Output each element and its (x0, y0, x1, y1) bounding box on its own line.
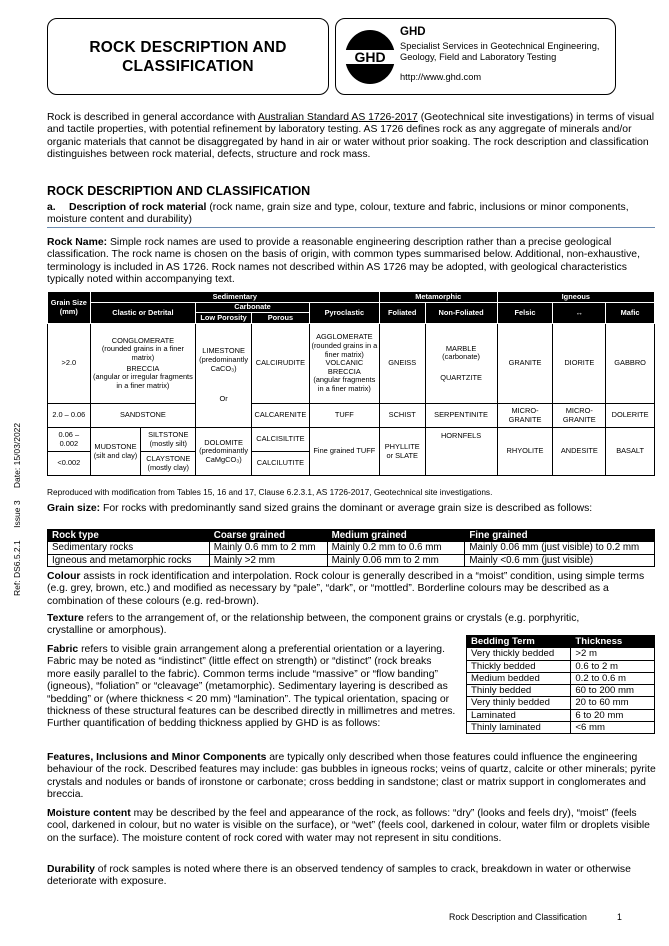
standard-link[interactable]: Australian Standard AS 1726-2017 (257, 112, 418, 123)
table-cell: MICRO-GRANITE (553, 404, 606, 428)
company-info (400, 27, 612, 83)
porous-header: Porous (252, 313, 310, 324)
table-row: Thickly bedded 0.6 to 2 m (467, 660, 655, 672)
table-cell: MICRO-GRANITE (497, 404, 553, 428)
table-cell: MARBLE (carbonate) QUARTZITE (425, 324, 497, 404)
page-title: ROCK DESCRIPTION AND CLASSIFICATION (89, 38, 287, 75)
table-cell: BASALT (606, 428, 655, 476)
table-cell: CALCILUTITE (252, 452, 310, 476)
table-cell: PHYLLITE or SLATE (379, 428, 425, 476)
column-header: Bedding Term (467, 636, 571, 648)
company-tagline: Specialist Services in Geotechnical Engineering, Geology, Field and Laboratory Testing (400, 40, 600, 62)
table-cell: SANDSTONE (90, 404, 196, 428)
texture-paragraph: Texture refers to the arrangement of, or the relationship between, the component grains or crystals (e.g. porphyritic, crystalline or amorphous). (47, 613, 580, 637)
table-cell: Fine grained TUFF (309, 428, 379, 476)
ghd-logo-icon (344, 28, 396, 86)
table-row: Thinly laminated <6 mm (467, 722, 655, 734)
features-paragraph: Features, Inclusions and Minor Components are typically only described when those features could influence the engineering behaviour of the rock. Described features may include: gas bubbles in igneous rocks; veins of quartz, calcite or other minerals; pyrite crystals and nodules or bands of ironstone or carbonate; cross bedding in sandstone; clast or matrix support in conglomerates and breccia. (47, 752, 656, 801)
table-row: Sedimentary rocks Mainly 0.6 mm to 2 mm Mainly 0.2 mm to 0.6 mm Mainly 0.06 mm (just visible) to 0.2 mm (48, 542, 655, 554)
ref-number: Ref: DS6.5.2.1 (12, 540, 22, 596)
carbonate-header: Carbonate (196, 303, 310, 313)
table-cell: DOLOMITE (predominantly CaMgCO₃) (196, 428, 252, 476)
felsic-header: Felsic (497, 303, 553, 324)
page-number: 1 (617, 912, 622, 922)
pyroclastic-header: Pyroclastic (309, 303, 379, 324)
table-row: Thinly bedded 60 to 200 mm (467, 685, 655, 697)
table-cell: CALCISILTITE (252, 428, 310, 452)
rock-classification-table (47, 291, 655, 476)
moisture-paragraph: Moisture content may be described by the feel and appearance of the rock, as follows: “dry” (looks and feels dry), “moist” (feels cool, darkened in colour, but no water is visible on the surface), or “wet” (feels cool, darkened in colour, water film or droplets visible on the surface). The moisture content of rock cored with water may not represent in situ conditions. (47, 808, 650, 844)
foliated-header: Foliated (379, 303, 425, 324)
table-cell: RHYOLITE (497, 428, 553, 476)
document-reference (12, 413, 22, 596)
table-cell: SCHIST (379, 404, 425, 428)
title-box (47, 18, 329, 95)
subsection-heading: a. Description of rock material (rock name, grain size and type, colour, texture and fabric, inclusions or minor components, moisture content and durability) (47, 202, 629, 226)
column-header: Fine grained (465, 530, 655, 542)
table-cell: GNEISS (379, 324, 425, 404)
table-cell: DOLERITE (606, 404, 655, 428)
metamorphic-header: Metamorphic (379, 292, 497, 303)
company-url[interactable]: http://www.ghd.com (400, 71, 482, 82)
sedimentary-header: Sedimentary (90, 292, 379, 303)
table-note: Reproduced with modification from Tables 15, 16 and 17, Clause 6.2.3.1, AS 1726-2017, Geotechnical site investigations. (47, 487, 493, 497)
table-cell: CALCARENITE (252, 404, 310, 428)
non-foliated-header: Non-Foliated (425, 303, 497, 324)
table-cell: AGGLOMERATE (rounded grains in a finer matrix) VOLCANIC BRECCIA (angular fragments in a finer matrix) (309, 324, 379, 404)
table-cell: CALCIRUDITE (252, 324, 310, 404)
divider (47, 227, 655, 228)
table-cell: DIORITE (553, 324, 606, 404)
grain-cell: >2.0 (48, 324, 91, 404)
column-header: Rock type (48, 530, 210, 542)
company-name: GHD (400, 26, 426, 38)
grain-cell: 2.0 – 0.06 (48, 404, 91, 428)
bedding-table (466, 635, 655, 734)
clastic-header: Clastic or Detrital (90, 303, 196, 324)
grain-cell: 0.06 – 0.002 (48, 428, 91, 452)
table-row: Medium bedded 0.2 to 0.6 m (467, 672, 655, 684)
column-header: Medium grained (327, 530, 465, 542)
company-box (335, 18, 616, 95)
table-row: Very thickly bedded >2 m (467, 648, 655, 660)
intro-paragraph: Rock is described in general accordance with Australian Standard AS 1726-2017 (Geotechnical site investigations) in terms of visual and tactile properties, with potential refinement by laboratory testing. AS 1726 defines rock as any aggregate of minerals and/or organic materials that cannot be disaggregated by hand in air or water without prior soaking. The rock description and classification distinguishes between rock material, defects, structure and rock mass. (47, 112, 655, 161)
table-cell: CONGLOMERATE (rounded grains in a finer matrix) BRECCIA (angular or irregular fragments in a finer matrix) (90, 324, 196, 404)
issue-number: Issue 3 (12, 500, 22, 528)
low-porosity-header: Low Porosity (196, 313, 252, 324)
colour-paragraph: Colour assists in rock identification and interpolation. Rock colour is generally described in a “moist” condition, using simple terms (e.g. grey, brown, etc.) and modified as necessary by “pale”, “dark”, or “mottled”. Borderline colours may be described as a combination of these colours (e.g. red-brown). (47, 571, 645, 607)
table-cell: SILTSTONE (mostly silt) (141, 428, 196, 452)
grain-size-paragraph: Grain size: For rocks with predominantly sand sized grains the dominant or average grain size is described as follows: (47, 503, 593, 514)
table-cell: SERPENTINITE (425, 404, 497, 428)
grain-size-header: Grain Size (mm) (48, 292, 91, 324)
durability-paragraph: Durability of rock samples is noted where there is an observed tendency of samples to crack, breakdown in water or otherwise deteriorate with exposure. (47, 864, 631, 888)
table-cell: LIMESTONE (predominantly CaCO₃) Or (196, 324, 252, 428)
intermediate-header: ↔ (553, 303, 606, 324)
table-row: Igneous and metamorphic rocks Mainly >2 mm Mainly 0.06 mm to 2 mm Mainly <0.6 mm (just visible) (48, 554, 655, 566)
table-row: Laminated 6 to 20 mm (467, 709, 655, 721)
column-header: Coarse grained (209, 530, 327, 542)
issue-date: Date: 15/03/2022 (12, 422, 22, 489)
table-cell: HORNFELS (425, 428, 497, 476)
rock-name-paragraph: Rock Name: Simple rock names are used to provide a reasonable engineering description rather than a precise geological classification. The rock name is chosen on the basis of origin, with common types summarised below. Additional, non-exhaustive, terminology is included in AS 1726. Rock names not described within AS 1726 may be adopted, with geological characteristics typically noted within accompanying text. (47, 237, 640, 286)
footer-label: Rock Description and Classification (449, 912, 587, 922)
table-cell: ANDESITE (553, 428, 606, 476)
table-cell: TUFF (309, 404, 379, 428)
column-header: Thickness (571, 636, 655, 648)
table-cell: GRANITE (497, 324, 553, 404)
igneous-header: Igneous (497, 292, 654, 303)
table-row: Very thinly bedded 20 to 60 mm (467, 697, 655, 709)
logo-text: GHD (354, 49, 386, 65)
mafic-header: Mafic (606, 303, 655, 324)
grain-size-table (47, 529, 655, 567)
table-cell: CLAYSTONE (mostly clay) (141, 452, 196, 476)
table-cell: MUDSTONE (silt and clay) (90, 428, 141, 476)
section-heading: ROCK DESCRIPTION AND CLASSIFICATION (47, 184, 311, 198)
fabric-paragraph: Fabric refers to visible grain arrangement along a preferential orientation or a layering. Fabric may be noted as “indistinct” (little effect on strength) or “distinct” (rock breaks more easily parallel to the fabric). Common terms include “massive” or “flow banding” (igneous), “foliation” or “cleavage” (metamorphic). Sedimentary layering is described as “bedding” or (where thickness < 20 mm) “lamination”. The typical orientation, spacing or thickness of these structural features can be described directly in millimetres and metres. Further quantification of bedding thickness applied by GHD is as follows: (47, 644, 456, 730)
grain-cell: <0.002 (48, 452, 91, 476)
table-cell: GABBRO (606, 324, 655, 404)
